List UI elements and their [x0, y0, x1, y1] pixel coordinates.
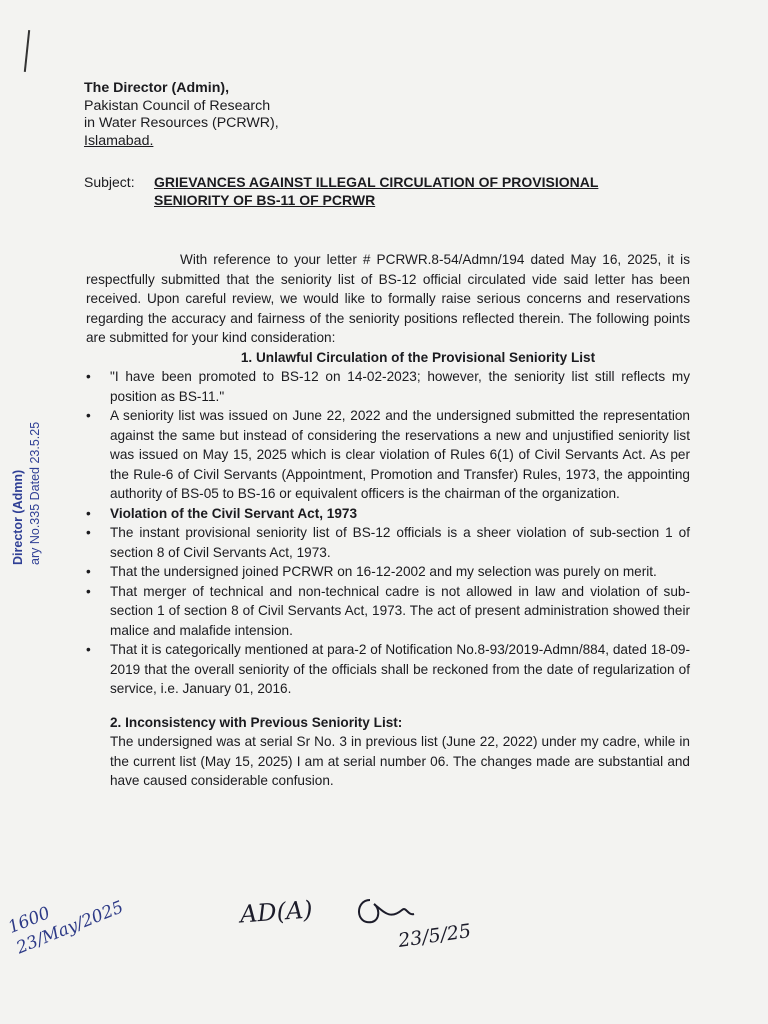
stamp-line-1: Director (Admn) — [11, 469, 25, 565]
list-item: • That it is categorically mentioned at para-2 of Notification No.8-93/2019-Admn/884, dated 18-09-2019 that the overall seniority of the officials shall be reckoned from the date of regularization of service, i.e. January 01, 2016. — [86, 640, 690, 699]
subject-label: Subject: — [84, 174, 135, 190]
section2-paragraph: The undersigned was at serial Sr No. 3 in previous list (June 22, 2022) under my cadre, while in the current list (May 15, 2025) I am at serial number 06. The changes made are substantial and have caused considerable confusion. — [110, 734, 690, 788]
recipient-title: The Director (Admin), — [84, 80, 230, 96]
violation-list — [86, 523, 690, 699]
intro-paragraph: With reference to your letter # PCRWR.8-54/Admn/194 dated May 16, 2025, it is respectfully submitted that the seniority list of BS-12 official circulated vide said letter has been received. Upon careful review, we would like to formally raise serious concerns and reservations regarding the accuracy and fairness of the seniority positions reflected therein. The following points are submitted for your kind consideration: — [86, 252, 690, 345]
section1-heading: 1. Unlawful Circulation of the Provisional Seniority List — [240, 349, 596, 365]
recipient-city: Islamabad. — [84, 132, 154, 149]
list-item: • That the undersigned joined PCRWR on 16-12-2002 and my selection was purely on merit. — [86, 562, 690, 582]
section1-list — [86, 367, 690, 504]
list-item: • A seniority list was issued on June 22, 2022 and the undersigned submitted the representation against the same but instead of considering the reservations a new and unjustified seniority list was issued on May 15, 2025 which is clear violation of Rules 6(1) of Civil Servants Act. As per the Rule-6 of Civil Servants (Appointment, Promotion and Transfer) Rules, 1973, the appointing authority of BS-05 to BS-16 or equivalent officers is the chairman of the organization. — [86, 406, 690, 504]
recipient-org: Pakistan Council of Research — [84, 97, 271, 114]
stamp-line-2: ary No.335 Dated 23.5.25 — [28, 421, 42, 565]
letter-body — [86, 250, 690, 791]
violation-heading: • Violation of the Civil Servant Act, 1973 — [86, 504, 690, 524]
diary-stamp — [10, 385, 50, 565]
handwritten-receipt: 1600 23/May/2025 — [5, 897, 127, 959]
list-item: • The instant provisional seniority list of BS-12 officials is a sheer violation of sub-section 1 of section 8 of Civil Servants Act, 1973. — [86, 523, 690, 562]
subject-text: GRIEVANCES AGAINST ILLEGAL CIRCULATION OF PROVISIONAL SENIORITY OF BS-11 OF PCRWR — [154, 174, 599, 208]
margin-stroke — [24, 30, 30, 72]
recipient-org-cont: in Water Resources (PCRWR), — [84, 115, 279, 131]
handwritten-initials: 23/5/25 — [396, 920, 473, 952]
section2-heading: 2. Inconsistency with Previous Seniority List: — [110, 714, 403, 730]
list-item: • That merger of technical and non-technical cadre is not allowed in law and violation of sub-section 1 of section 8 of Civil Servants Act, 1973. The act of present administration showed their malice and malafide intension. — [86, 582, 690, 641]
list-item: • "I have been promoted to BS-12 on 14-02-2023; however, the seniority list still reflects my position as BS-11." — [86, 367, 690, 406]
handwritten-endorsement: AD(A) — [239, 895, 314, 929]
recipient-address — [84, 80, 279, 150]
